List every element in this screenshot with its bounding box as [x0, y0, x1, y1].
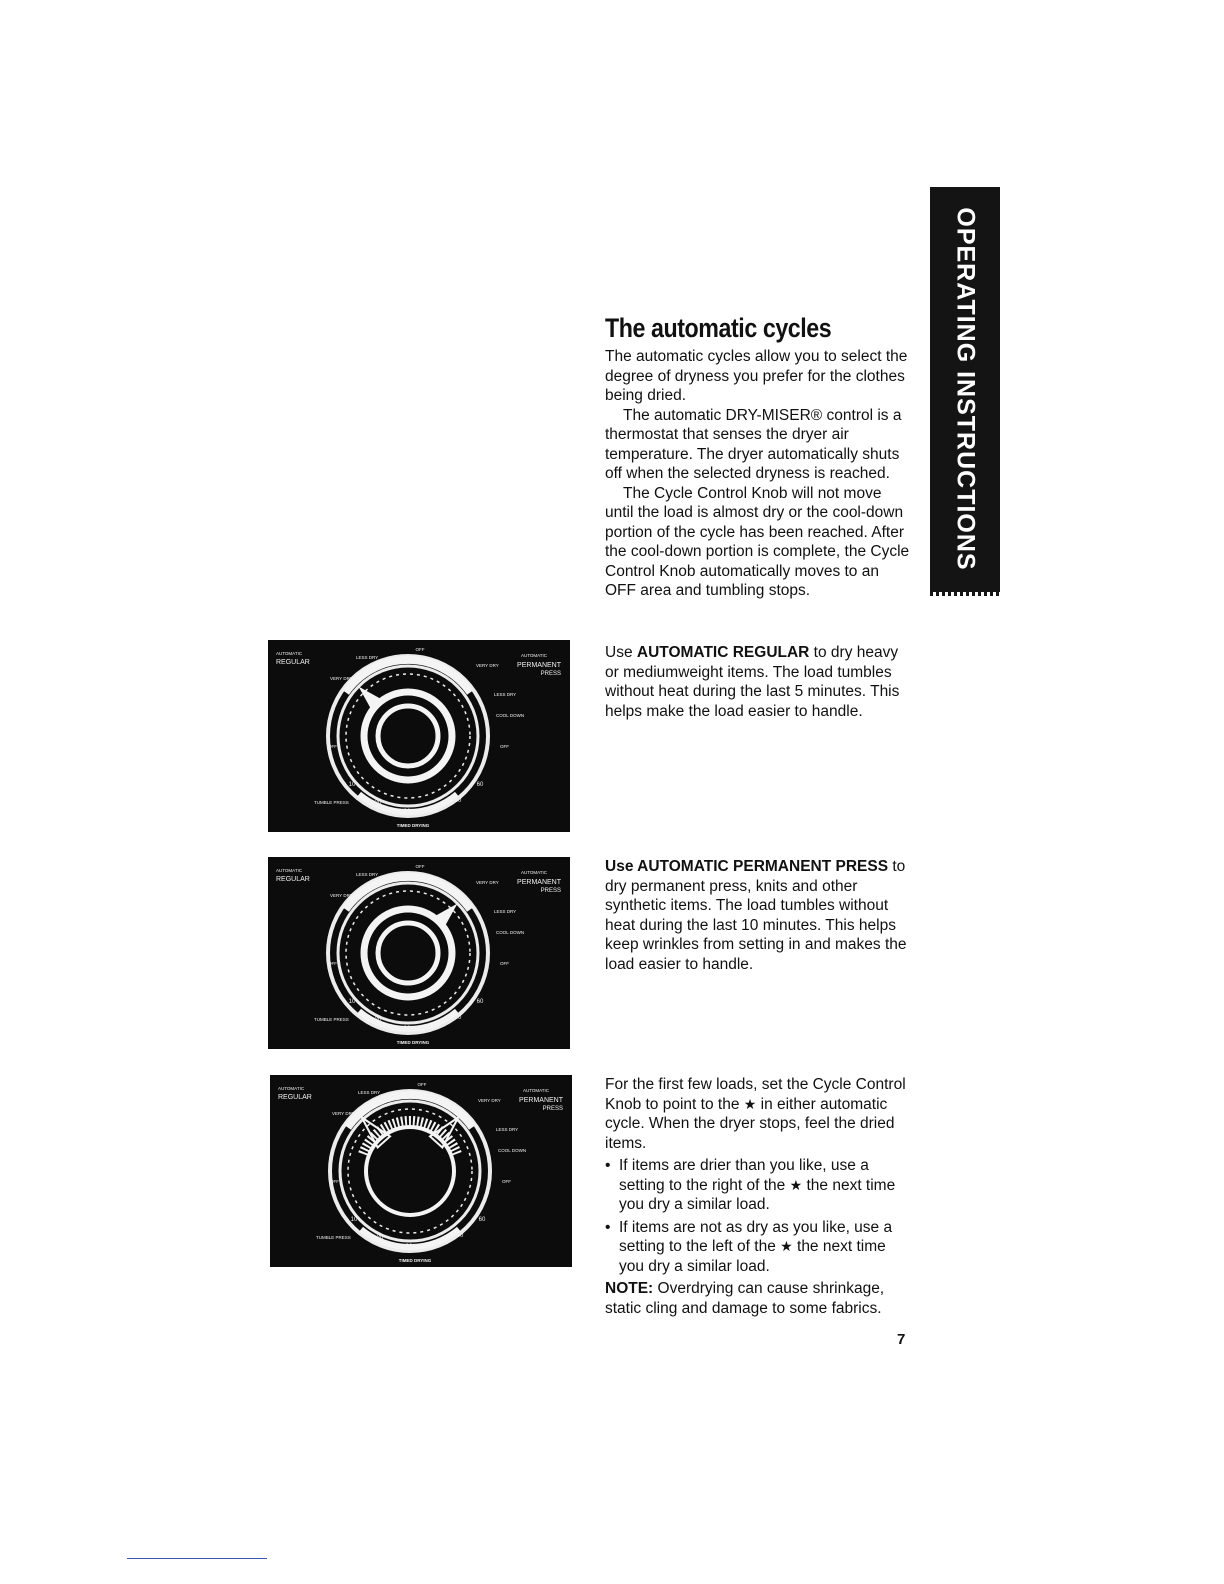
star-icon: ★ [780, 1238, 793, 1254]
dial-illustration-regular [268, 640, 570, 832]
page-number: 7 [897, 1331, 906, 1348]
dial-tick-label: 10 [350, 1217, 358, 1223]
dial-tick-label: 10 [348, 999, 356, 1005]
intro-paragraph: The automatic cycles allow you to select the degree of dryness you prefer for the clothes being dried. [605, 348, 908, 404]
dial-label-tumble-press: TUMBLE PRESS [314, 800, 349, 805]
dial-label-automatic: AUTOMATIC [278, 1086, 305, 1091]
dial-label-very-dry: VERY DRY [478, 1098, 501, 1103]
dial-label-off: OFF [330, 1179, 339, 1184]
dial-label-less-dry: LESS DRY [494, 692, 517, 697]
note: NOTE: Overdrying can cause shrinkage, static cling and damage to some fabrics. [605, 1280, 885, 1317]
dial-illustration-permanent [268, 857, 570, 1049]
dial-label-regular: REGULAR [278, 1094, 312, 1101]
dial-label-automatic: AUTOMATIC [276, 868, 303, 873]
dial-tick-label: 10 [348, 782, 356, 788]
list-item: • If items are not as dry as you like, use a setting to the left of the ★ the next time you dry a similar load. [605, 1218, 910, 1277]
dial-label-tumble-press: TUMBLE PRESS [314, 1017, 349, 1022]
intro-paragraph: The Cycle Control Knob will not move until the load is almost dry or the cool-down portion of the cycle has been reached. After the cool-down portion is complete, the Cycle Control Knob automatically moves to an OFF area and tumbling stops. [605, 484, 910, 599]
regular-text [605, 643, 910, 721]
dial-label-off: OFF [328, 744, 337, 749]
list-item: • If items are drier than you like, use a setting to the right of the ★ the next time you dry a similar load. [605, 1156, 910, 1215]
dial-label-off: OFF [415, 864, 425, 869]
dial-label-timed-drying: TIMED DRYING [396, 1040, 430, 1045]
dial-label-timed-drying: TIMED DRYING [398, 1258, 432, 1263]
dial-label-tumble-press: TUMBLE PRESS [316, 1235, 351, 1240]
dial-tick-label: 60 [476, 999, 484, 1005]
dial-label-very-dry: VERY DRY [332, 1111, 355, 1116]
dial-label-off: OFF [415, 647, 425, 652]
dial-label-timed-drying: TIMED DRYING [396, 823, 430, 828]
regular-paragraph: Use AUTOMATIC REGULAR to dry heavy or mediumweight items. The load tumbles without heat during the last 5 minutes. This helps make the load easier to handle. [605, 644, 900, 720]
dial-label-permanent: PERMANENT [517, 879, 561, 886]
dial-label-press: PRESS [540, 888, 561, 894]
dial-label-automatic: AUTOMATIC [522, 1088, 550, 1093]
dial-label-very-dry: VERY DRY [476, 880, 499, 885]
dial-label-automatic: AUTOMATIC [520, 653, 548, 658]
knob-hatch [363, 1121, 457, 1154]
first-loads-text [605, 1075, 910, 1318]
dial-label-cool-down: COOL DOWN [496, 713, 525, 718]
dial-label-regular: REGULAR [276, 659, 310, 666]
knob-outer [366, 1127, 454, 1215]
dial-label-permanent: PERMANENT [517, 662, 561, 669]
dial-label-off: OFF [502, 1179, 511, 1184]
dial-tick-label: 40 [429, 809, 437, 815]
dial-label-press: PRESS [540, 671, 561, 677]
dial-diagram [270, 1075, 572, 1267]
dial-label-very-dry: VERY DRY [476, 663, 499, 668]
section-title: The automatic cycles [605, 313, 832, 343]
dial-label-less-dry: LESS DRY [356, 655, 379, 660]
tab-edge [930, 590, 1000, 596]
dial-tick-label: 50 [456, 1233, 464, 1239]
knob-center [378, 706, 438, 766]
dial-label-less-dry: LESS DRY [356, 872, 379, 877]
permanent-paragraph: Use AUTOMATIC PERMANENT PRESS to dry permanent press, knits and other synthetic items. The load tumbles without heat during the last 10 minutes. This helps keep wrinkles from setting in and makes the load easier to handle. [605, 858, 907, 973]
star-icon: ★ [789, 1176, 803, 1193]
intro-text [605, 347, 910, 601]
dial-tick-label: 60 [478, 1217, 486, 1223]
dial-tick-label: 20 [374, 1017, 382, 1023]
dial-label-less-dry: LESS DRY [496, 1127, 519, 1132]
intro-paragraph: The automatic DRY-MISER® control is a thermostat that senses the dryer air temperature. The dryer automatically shuts off when the selected dryness is reached. [605, 406, 902, 482]
dial-label-very-dry: VERY DRY [330, 676, 353, 681]
dial-label-less-dry: LESS DRY [358, 1090, 381, 1095]
dial-tick-label: 40 [431, 1244, 439, 1250]
dial-label-automatic: AUTOMATIC [276, 651, 303, 656]
dial-label-cool-down: COOL DOWN [498, 1148, 527, 1153]
dial-label-off: OFF [500, 961, 509, 966]
star-icon: ★ [743, 1095, 757, 1112]
dial-tick-label: 30 [405, 1244, 413, 1250]
dial-label-very-dry: VERY DRY [330, 893, 353, 898]
dial-tick-label: 60 [476, 782, 484, 788]
dial-tick-label: 20 [376, 1235, 384, 1241]
dial-tick-label: 50 [454, 1015, 462, 1021]
dial-diagram [268, 857, 570, 1049]
dial-label-cool-down: COOL DOWN [496, 930, 525, 935]
footer-rule [127, 1558, 267, 1559]
dial-label-permanent: PERMANENT [519, 1097, 563, 1104]
dial-tick-label: 40 [429, 1026, 437, 1032]
dial-label-off: OFF [417, 1082, 427, 1087]
dial-tick-label: 30 [403, 1026, 411, 1032]
dial-label-press: PRESS [542, 1106, 563, 1112]
dial-illustration-both [270, 1075, 572, 1267]
permanent-text [605, 857, 910, 974]
dial-tick-label: 30 [403, 809, 411, 815]
dial-label-off: OFF [500, 744, 509, 749]
dial-label-automatic: AUTOMATIC [520, 870, 548, 875]
section-tab-label: OPERATING INSTRUCTIONS [951, 207, 980, 571]
knob-center [378, 923, 438, 983]
dial-tick-label: 20 [374, 800, 382, 806]
section-tab [930, 187, 1000, 592]
dial-label-regular: REGULAR [276, 876, 310, 883]
dial-label-less-dry: LESS DRY [494, 909, 517, 914]
dial-tick-label: 50 [454, 798, 462, 804]
dial-diagram [268, 640, 570, 832]
dial-label-off: OFF [328, 961, 337, 966]
first-loads-paragraph: For the first few loads, set the Cycle Control Knob to point to the ★ in either automatic cycle. When the dryer stops, feel the dried items. [605, 1076, 906, 1152]
